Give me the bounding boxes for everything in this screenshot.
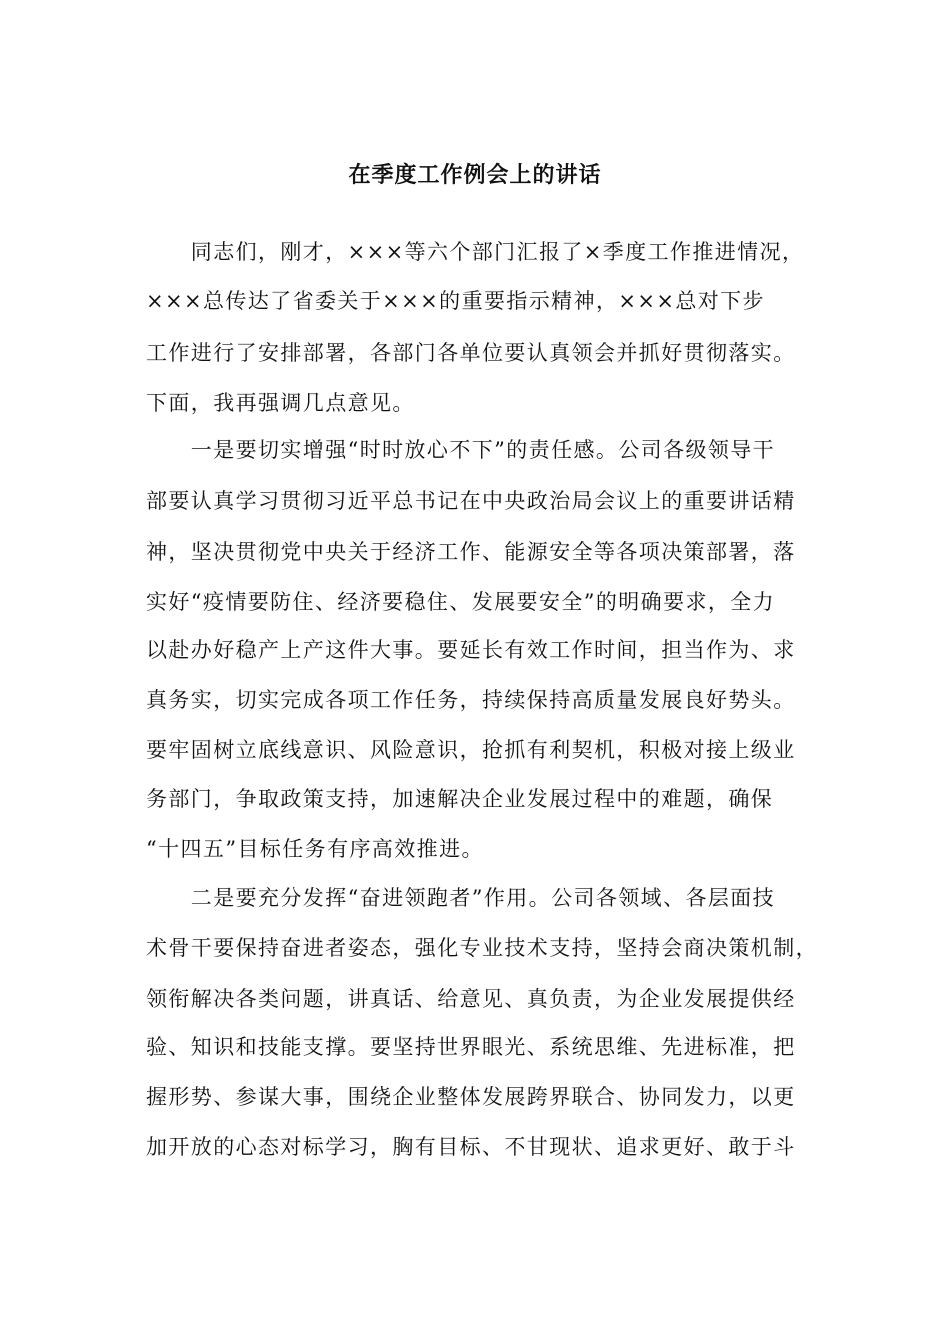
text-line: 下面，我再强调几点意见。 [146, 391, 415, 415]
text-line: 要牢固树立底线意识、风险意识，抢抓有利契机，积极对接上级业 [146, 738, 796, 762]
text-line: ×××总传达了省委关于×××的重要指示精神，×××总对下步 [146, 289, 765, 313]
text-line: 同志们，刚才，×××等六个部门汇报了×季度工作推进情况， [146, 240, 805, 264]
text-line: 领衔解决各类问题，讲真话、给意见、真负责，为企业发展提供经 [146, 987, 796, 1011]
text-line: 工作进行了安排部署，各部门各单位要认真领会并抓好贯彻落实。 [146, 341, 796, 365]
text-line: 真务实，切实完成各项工作任务，持续保持高质量发展良好势头。 [146, 688, 796, 712]
text-line: 二是要充分发挥“奋进领跑者”作用。公司各领域、各层面技 [146, 886, 776, 910]
text-line: “十四五”目标任务有序高效推进。 [146, 837, 484, 861]
text-line: 神，坚决贯彻党中央关于经济工作、能源安全等各项决策部署，落 [146, 540, 796, 564]
text-line: 加开放的心态对标学习，胸有目标、不甘现状、追求更好、敢于斗 [146, 1135, 796, 1159]
text-line: 务部门，争取政策支持，加速解决企业发展过程中的难题，确保 [146, 787, 774, 811]
document-title: 在季度工作例会上的讲话 [348, 163, 602, 188]
text-line: 以赴办好稳产上产这件大事。要延长有效工作时间，担当作为、求 [146, 638, 796, 662]
text-line: 实好“疫情要防住、经济要稳住、发展要安全”的明确要求，全力 [146, 590, 776, 614]
text-line: 部要认真学习贯彻习近平总书记在中央政治局会议上的重要讲话精 [146, 489, 796, 513]
text-line: 术骨干要保持奋进者姿态，强化专业技术支持，坚持会商决策机制， [146, 936, 818, 960]
text-line: 一是要切实增强“时时放心不下”的责任感。公司各级领导干 [146, 438, 776, 462]
text-line: 验、知识和技能支撑。要坚持世界眼光、系统思维、先进标准，把 [146, 1035, 796, 1059]
text-line: 握形势、参谋大事，围绕企业整体发展跨界联合、协同发力，以更 [146, 1085, 796, 1109]
